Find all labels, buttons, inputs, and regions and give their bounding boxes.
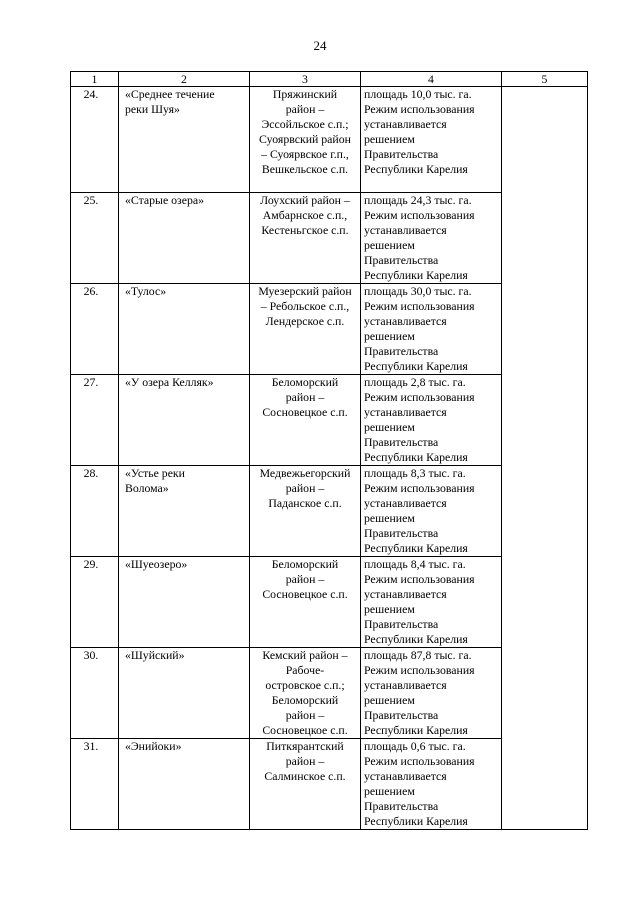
reserve-info-line: Режим использования: [364, 481, 475, 495]
reserve-info-line: Правительства: [364, 147, 439, 161]
reserve-info-line: площадь 87,8 тыс. га.: [364, 648, 472, 662]
table-row: [71, 87, 588, 193]
reserve-info-line: Правительства: [364, 435, 439, 449]
reserve-location-line: Рабоче-: [285, 663, 325, 677]
reserve-location-line: Салминское с.п.: [264, 769, 346, 783]
reserve-info-line: Режим использования: [364, 208, 475, 222]
table-header-row: [71, 72, 588, 87]
reserve-info-line: Республики Карелия: [364, 450, 468, 464]
reserves-table: [70, 71, 588, 830]
reserve-location: [250, 466, 361, 557]
reserve-info-line: Республики Карелия: [364, 541, 468, 555]
reserve-info-line: Режим использования: [364, 754, 475, 768]
reserve-info-line: устанавливается: [364, 405, 447, 419]
row-number: 29.: [71, 557, 119, 648]
reserve-location-line: Паданское с.п.: [268, 496, 342, 510]
reserve-info-line: Режим использования: [364, 102, 475, 116]
reserve-location-line: Кестеньгское с.п.: [261, 223, 349, 237]
reserve-location: [250, 739, 361, 830]
reserve-name: [119, 557, 250, 648]
reserve-location: [250, 648, 361, 739]
reserve-name-line: «У озера Келляк»: [125, 375, 214, 389]
column-header: 1: [71, 72, 119, 87]
reserve-name: [119, 87, 250, 193]
reserve-location-line: Вешкельское с.п.: [261, 162, 349, 176]
reserve-name-line: «Шуеозеро»: [125, 557, 188, 571]
reserve-name-line: реки Шуя»: [125, 102, 180, 116]
column-header: 4: [361, 72, 502, 87]
row-number: 27.: [71, 375, 119, 466]
reserve-location-line: Кемский район –: [262, 648, 348, 662]
reserve-info-line: решением: [364, 602, 415, 616]
reserve-info-line: Правительства: [364, 253, 439, 267]
reserve-location-line: – Ребольское с.п.,: [260, 299, 350, 313]
reserve-info-line: решением: [364, 693, 415, 707]
reserve-location: [250, 193, 361, 284]
page-number: 24: [313, 38, 327, 53]
row-number: 25.: [71, 193, 119, 284]
reserve-info-line: устанавливается: [364, 678, 447, 692]
reserve-info-line: Республики Карелия: [364, 162, 468, 176]
reserve-location-line: – Суоярвское г.п.,: [261, 147, 349, 161]
row-number: 26.: [71, 284, 119, 375]
reserve-name: [119, 375, 250, 466]
reserve-location-line: район –: [285, 572, 325, 586]
reserve-location-line: район –: [285, 481, 325, 495]
reserve-info: [361, 375, 502, 466]
reserve-info-line: решением: [364, 329, 415, 343]
reserve-info-line: устанавливается: [364, 314, 447, 328]
reserve-info-line: устанавливается: [364, 496, 447, 510]
reserve-info-line: Режим использования: [364, 663, 475, 677]
reserve-location-line: Беломорский: [271, 693, 339, 707]
reserve-info: [361, 284, 502, 375]
reserve-name: [119, 466, 250, 557]
reserve-location-line: островское с.п.;: [265, 678, 345, 692]
reserve-info-line: Правительства: [364, 617, 439, 631]
reserve-info: [361, 87, 502, 193]
reserve-info-line: Республики Карелия: [364, 814, 468, 828]
reserve-name: [119, 739, 250, 830]
reserve-info-line: площадь 24,3 тыс. га.: [364, 193, 472, 207]
reserve-location-line: Суоярвский район: [259, 132, 351, 146]
reserve-location: [250, 557, 361, 648]
reserve-info-line: Республики Карелия: [364, 632, 468, 646]
reserve-info-line: решением: [364, 132, 415, 146]
reserve-name-line: «Устье реки: [125, 466, 185, 480]
reserve-info-line: площадь 8,3 тыс. га.: [364, 466, 466, 480]
reserve-info-line: площадь 0,6 тыс. га.: [364, 739, 466, 753]
reserve-name-line: «Тулос»: [125, 284, 167, 298]
reserve-info: [361, 739, 502, 830]
reserve-location-line: Сосновецкое с.п.: [262, 587, 348, 601]
reserve-info-line: решением: [364, 784, 415, 798]
reserve-name: [119, 648, 250, 739]
reserve-info-line: Правительства: [364, 708, 439, 722]
reserve-info-line: решением: [364, 238, 415, 252]
reserve-name-line: «Шуйский»: [125, 648, 185, 662]
reserve-location-line: Пряжинский: [272, 87, 338, 101]
reserve-location: [250, 375, 361, 466]
reserve-location-line: район –: [285, 708, 325, 722]
column-header: 2: [119, 72, 250, 87]
reserve-location: [250, 284, 361, 375]
reserve-location-line: Амбарнское с.п.,: [262, 208, 348, 222]
reserve-info: [361, 557, 502, 648]
reserve-info: [361, 648, 502, 739]
reserve-info-line: площадь 8,4 тыс. га.: [364, 557, 466, 571]
row-number: 24.: [71, 87, 119, 193]
reserve-info-line: Режим использования: [364, 390, 475, 404]
reserve-info-line: Правительства: [364, 526, 439, 540]
reserve-info-line: Режим использования: [364, 572, 475, 586]
reserve-info: [361, 466, 502, 557]
reserve-info-line: Республики Карелия: [364, 359, 468, 373]
reserve-info-line: Правительства: [364, 799, 439, 813]
column-header: 3: [250, 72, 361, 87]
reserve-location-line: Сосновецкое с.п.: [262, 723, 348, 737]
reserve-location-line: район –: [285, 390, 325, 404]
reserve-info-line: решением: [364, 511, 415, 525]
reserve-name-line: «Старые озера»: [125, 193, 204, 207]
reserve-info-line: Правительства: [364, 344, 439, 358]
reserve-name-line: «Энийоки»: [125, 739, 182, 753]
reserve-location-line: район –: [285, 754, 325, 768]
reserve-location-line: Сосновецкое с.п.: [262, 405, 348, 419]
row-number: 30.: [71, 648, 119, 739]
reserve-info-line: площадь 30,0 тыс. га.: [364, 284, 472, 298]
reserve-info-line: устанавливается: [364, 117, 447, 131]
reserve-info-line: решением: [364, 420, 415, 434]
reserve-location-line: Беломорский: [271, 557, 339, 571]
reserve-info-line: устанавливается: [364, 223, 447, 237]
reserve-info-line: Режим использования: [364, 299, 475, 313]
reserve-location-line: Лоухский район –: [260, 193, 350, 207]
row-number: 31.: [71, 739, 119, 830]
row-number: 28.: [71, 466, 119, 557]
reserve-name-line: Волома»: [125, 481, 169, 495]
reserve-info-line: устанавливается: [364, 587, 447, 601]
reserve-location-line: Медвежьегорский: [259, 466, 351, 480]
reserve-location-line: Муезерский район: [258, 284, 352, 298]
reserve-info-line: устанавливается: [364, 769, 447, 783]
reserve-info: [361, 193, 502, 284]
reserve-name-line: «Среднее течение: [125, 87, 215, 101]
reserve-location-line: Лендерское с.п.: [265, 314, 345, 328]
reserve-location-line: Эссойльское с.п.;: [261, 117, 349, 131]
reserve-info-line: площадь 10,0 тыс. га.: [364, 87, 472, 101]
reserve-location-line: район –: [285, 102, 325, 116]
reserve-location-line: Беломорский: [271, 375, 339, 389]
reserve-info-line: площадь 2,8 тыс. га.: [364, 375, 466, 389]
reserve-info-line: Республики Карелия: [364, 268, 468, 282]
column-header: 5: [502, 72, 588, 87]
reserve-name: [119, 193, 250, 284]
reserve-info-line: Республики Карелия: [364, 723, 468, 737]
column-5-cell: [502, 87, 588, 830]
reserve-name: [119, 284, 250, 375]
reserve-location: [250, 87, 361, 193]
reserve-location-line: Питкярантский: [266, 739, 344, 753]
